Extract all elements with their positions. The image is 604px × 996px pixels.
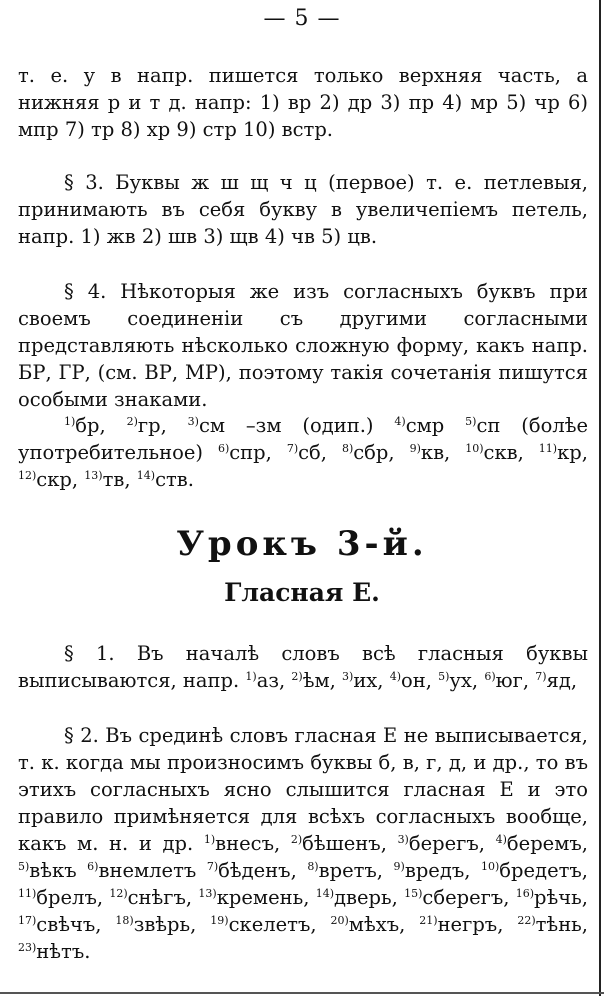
example-word: внемлетъ xyxy=(98,859,207,882)
example-word: спр, xyxy=(229,441,287,464)
example-number: 15) xyxy=(404,887,423,900)
example-number: 1) xyxy=(64,415,76,428)
example-word: бредетъ, xyxy=(499,859,588,882)
example-word: вретъ, xyxy=(318,859,394,882)
example-word: кр, xyxy=(557,441,588,464)
example-word: их, xyxy=(353,669,390,692)
example-number: 4) xyxy=(389,670,402,683)
example-number: 3) xyxy=(342,670,354,683)
example-word: кв, xyxy=(420,441,466,464)
example-number: 7) xyxy=(206,860,219,873)
example-number: 14) xyxy=(136,469,156,482)
example-number: 6) xyxy=(484,670,496,683)
example-word: тв, xyxy=(102,468,137,491)
example-word: берегъ, xyxy=(408,832,496,855)
example-word: юг, xyxy=(495,669,536,692)
example-word: сп (болѣе употребительное) xyxy=(18,414,588,464)
example-word: сбр, xyxy=(353,441,410,464)
page-edge-bottom xyxy=(0,992,604,994)
example-word: бѣшенъ, xyxy=(302,832,398,855)
example-word: ств. xyxy=(155,468,194,491)
example-word: ух, xyxy=(449,669,485,692)
paragraph-lesson-section-1 xyxy=(18,640,588,694)
example-word: сберегъ, xyxy=(422,886,516,909)
example-number: 1) xyxy=(245,670,257,683)
example-number: 9) xyxy=(409,442,421,455)
section-1-text: § 1. Въ началѣ словъ всѣ гласныя буквы выписываются, напр. xyxy=(18,642,588,692)
example-number: 2) xyxy=(126,415,138,428)
example-word: смр xyxy=(405,414,466,437)
example-word: дверь, xyxy=(334,886,405,909)
example-number: 13) xyxy=(84,469,103,482)
example-number: 18) xyxy=(115,914,134,927)
paragraph-lesson-section-2 xyxy=(18,722,588,965)
example-number: 8) xyxy=(307,860,319,873)
paragraph-section-3: § 3. Буквы ж ш щ ч ц (первое) т. е. петлевыя, принимають въ себя букву в увеличепіемъ петель, напр. 1) жв 2) шв 3) щв 4) чв 5) цв. xyxy=(18,171,588,248)
example-number: 17) xyxy=(18,914,37,927)
example-number: 5) xyxy=(18,860,30,873)
example-number: 23) xyxy=(18,941,37,954)
example-word: вредъ, xyxy=(404,859,481,882)
example-number: 16) xyxy=(515,887,535,900)
section-1-examples xyxy=(245,669,577,692)
example-word: скелетъ, xyxy=(228,913,331,936)
example-word: аз, xyxy=(256,669,292,692)
example-number: 12) xyxy=(18,469,37,482)
vowel-heading: Гласная Е. xyxy=(224,578,380,607)
example-word: нѣтъ. xyxy=(36,940,91,963)
example-number: 22) xyxy=(517,914,536,927)
lesson-heading: Урокъ 3-й. xyxy=(176,524,428,564)
example-word: внесъ, xyxy=(215,832,291,855)
example-word: брелъ, xyxy=(36,886,110,909)
section-2-text: § 2. Въ срединѣ словъ гласная Е не выписывается, т. к. когда мы произносимъ буквы б, в, г, д, и др., то въ этихъ согласныхъ ясно слышится гласная Е и это правило примѣняется для всѣхъ согласныхъ вообще, какъ м. н. и др. xyxy=(18,724,588,855)
example-number: 3) xyxy=(187,415,199,428)
example-number: 13) xyxy=(198,887,217,900)
example-word: скв, xyxy=(483,441,539,464)
example-word: он, xyxy=(401,669,439,692)
example-number: 4) xyxy=(495,833,507,846)
example-word: яд, xyxy=(546,669,578,692)
example-word: снѣгъ, xyxy=(127,886,199,909)
example-number: 10) xyxy=(481,860,500,873)
example-word: кремень, xyxy=(216,886,316,909)
page-number: — 5 — xyxy=(263,6,341,31)
paragraph-1: т. е. у в напр. пишется только верхняя часть, а нижняя р и т д. напр: 1) вр 2) др 3) пр 4) мр 5) чр 6) мпр 7) тр 8) хр 9) стр 10) встр. xyxy=(18,64,588,141)
example-number: 11) xyxy=(538,442,558,455)
example-number: 21) xyxy=(419,914,438,927)
example-number: 10) xyxy=(465,442,484,455)
example-number: 12) xyxy=(109,887,128,900)
example-word: звѣрь, xyxy=(133,913,211,936)
example-number: 7) xyxy=(535,670,547,683)
example-number: 3) xyxy=(397,833,409,846)
example-number: 4) xyxy=(394,415,406,428)
example-number: 19) xyxy=(210,914,229,927)
example-word: ѣм, xyxy=(302,669,343,692)
example-word: бр, xyxy=(75,414,127,437)
example-word: свѣчъ, xyxy=(36,913,116,936)
example-word: сб, xyxy=(298,441,342,464)
example-number: 5) xyxy=(438,670,450,683)
example-word: скр, xyxy=(36,468,85,491)
example-number: 9) xyxy=(393,860,405,873)
example-word: негръ, xyxy=(437,913,518,936)
example-number: 1) xyxy=(203,833,216,846)
example-word: гр, xyxy=(137,414,188,437)
page-edge-right xyxy=(599,0,601,996)
example-word: беремъ, xyxy=(506,832,588,855)
example-number: 14) xyxy=(315,887,335,900)
example-word: тѣнь, xyxy=(535,913,588,936)
example-number: 2) xyxy=(290,833,303,846)
example-number: 8) xyxy=(341,442,354,455)
example-word: рѣчь, xyxy=(534,886,588,909)
example-number: 5) xyxy=(465,415,477,428)
ligature-examples xyxy=(18,412,588,493)
example-number: 6) xyxy=(217,442,230,455)
paragraph-section-4: § 4. Нѣкоторыя же изъ согласныхъ буквъ при своемъ соединеніи съ другими согласными представляють нѣсколько сложную форму, какъ напр. БР, ГР, (см. ВР, МР), поэтому такія сочетанія пишутся особыми знаками. xyxy=(18,280,588,411)
example-number: 6) xyxy=(87,860,99,873)
example-word: мѣхъ, xyxy=(348,913,420,936)
example-word: бѣденъ, xyxy=(218,859,308,882)
example-number: 11) xyxy=(18,887,37,900)
example-number: 20) xyxy=(330,914,349,927)
example-word: см –зм (одип.) xyxy=(198,414,395,437)
example-word: вѣкъ xyxy=(29,859,88,882)
example-number: 7) xyxy=(286,442,299,455)
example-number: 2) xyxy=(291,670,303,683)
